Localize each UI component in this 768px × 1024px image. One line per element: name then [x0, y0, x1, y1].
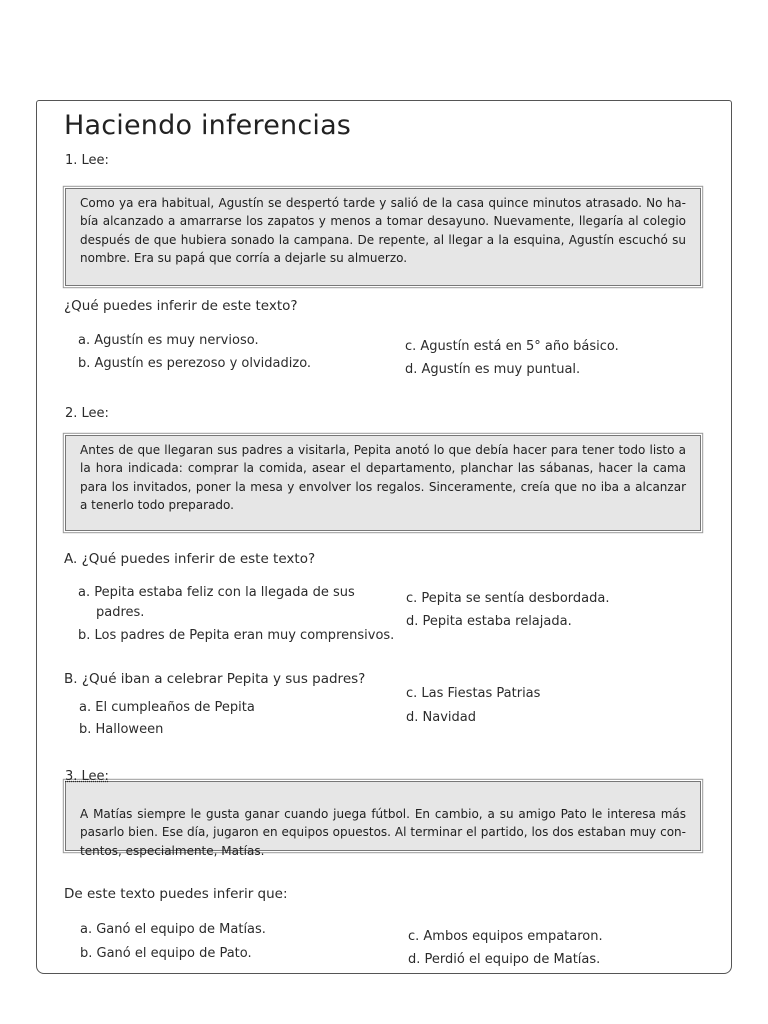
- section-3-option-c: c. Ambos equipos empataron.: [408, 929, 603, 944]
- section-3-reading-box: [65, 781, 701, 858]
- section-1-option-b: b. Agustín es perezoso y olvidadizo.: [78, 356, 312, 371]
- section-2b-option-a: a. El cumpleaños de Pepita: [79, 700, 255, 715]
- section-1-reading-box: [65, 188, 701, 286]
- section-2a-option-d: d. Pepita estaba relajada.: [406, 614, 572, 629]
- section-2b-option-c: c. Las Fiestas Patrias: [406, 686, 541, 701]
- section-2-reading-box: [65, 435, 701, 531]
- section-2a-option-a-line2: padres.: [96, 605, 145, 620]
- section-2a-option-a-line1: a. Pepita estaba feliz con la llegada de sus: [78, 585, 355, 600]
- section-3-label: 3. Lee:: [65, 769, 109, 784]
- section-2-label: 2. Lee:: [65, 406, 109, 421]
- section-3-question: De este texto puedes inferir que:: [64, 886, 288, 902]
- section-3-text: A Matías siempre le gusta ganar cuando juega fútbol. En cambio, a su amigo Pato le interesa más pasarlo bien. Ese día, jugaron en equipos opuestos. Al terminar el partido, los dos estaban muy con- tentos, especialmente, Matías.: [80, 807, 686, 858]
- section-2a-option-b: b. Los padres de Pepita eran muy comprensivos.: [78, 628, 395, 643]
- section-3-option-d: d. Perdió el equipo de Matías.: [408, 952, 601, 967]
- section-1-option-a: a. Agustín es muy nervioso.: [78, 333, 259, 348]
- section-2b-option-d: d. Navidad: [406, 710, 476, 725]
- section-2b-option-b: b. Halloween: [79, 722, 164, 737]
- section-2a-option-c: c. Pepita se sentía desbordada.: [406, 591, 610, 606]
- section-1-option-c: c. Agustín está en 5° año básico.: [405, 339, 619, 354]
- section-3-option-a: a. Ganó el equipo de Matías.: [80, 922, 266, 937]
- page-title: Haciendo inferencias: [64, 110, 352, 141]
- section-2-question-b: B. ¿Qué iban a celebrar Pepita y sus padres?: [64, 671, 366, 687]
- section-1-label: 1. Lee:: [65, 153, 109, 168]
- section-3-option-b: b. Ganó el equipo de Pato.: [80, 946, 252, 961]
- section-1-question: ¿Qué puedes inferir de este texto?: [64, 298, 298, 314]
- section-2-question-a: A. ¿Qué puedes inferir de este texto?: [64, 551, 316, 567]
- section-2-text: Antes de que llegaran sus padres a visitarla, Pepita anotó lo que debía hacer para tener todo listo a la hora indicada: comprar la comida, asear el departamento, planchar las sábanas, hacer la cama para los invitados, poner la mesa y envolver los regalos. Sinceramente, creía que no iba a alcanzar a tenerlo todo preparado.: [80, 443, 686, 512]
- section-1-option-d: d. Agustín es muy puntual.: [405, 362, 581, 377]
- section-1-text: Como ya era habitual, Agustín se despertó tarde y salió de la casa quince minutos atrasado. No ha- bía alcanzado a amarrarse los zapatos y menos a tomar desayuno. Nuevamente, llegaría al colegio después de que hubiera sonado la campana. De repente, al llegar a la esquina, Agustín escuchó su nombre. Era su papá que corría a dejarle su almuerzo.: [80, 196, 686, 265]
